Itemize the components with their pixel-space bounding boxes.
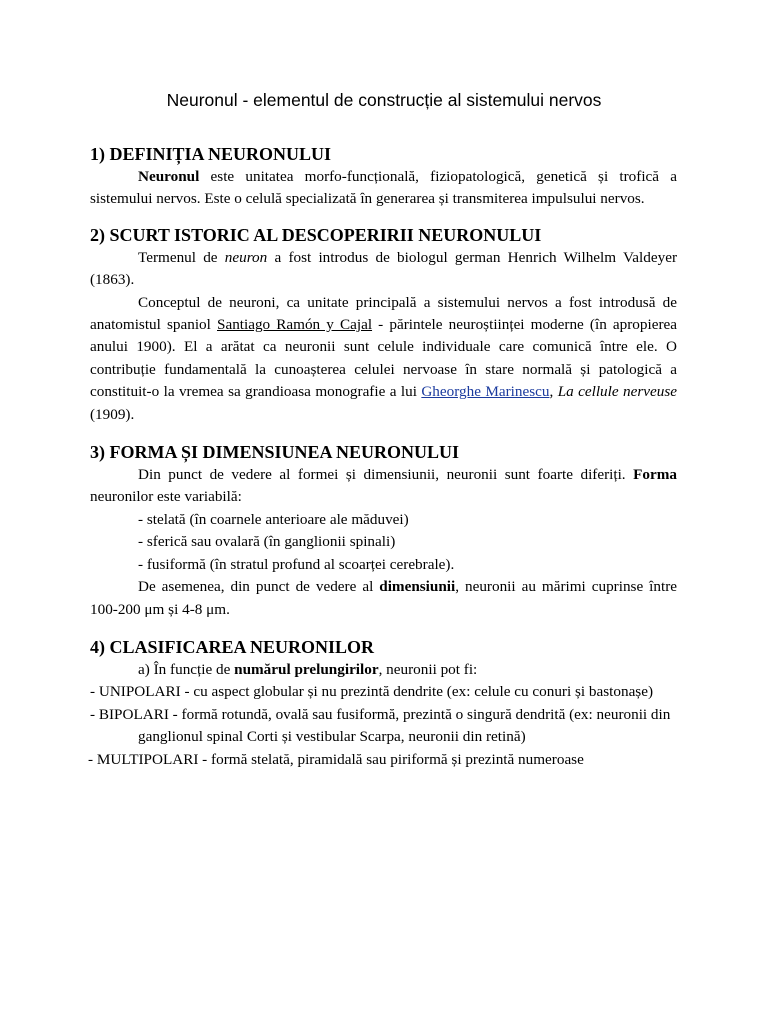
page-title: Neuronul - elementul de construcție al sistemului nervos: [166, 90, 602, 110]
section-heading-definition: 1) DEFINIȚIA NEURONULUI: [90, 144, 332, 164]
list-item-bipolari: - BIPOLARI - formă rotundă, ovală sau fusiformă, prezintă o singură dendrită (ex: neuronii din ganglionul spinal Corti și vestibular Scarpa, neuronii din retină): [90, 705, 671, 746]
subheading-prelungiri: a) În funcție de numărul prelungirilor, neuronii pot fi:: [138, 660, 478, 678]
list-item: - sferică sau ovalară (în ganglionii spinali): [138, 533, 396, 551]
paragraph-dimension: De asemenea, din punct de vedere al dimensiunii, neuronii au mărimi cuprinse între 100-200 μm și 4-8 μm.: [90, 578, 677, 618]
list-item-unipolari: - UNIPOLARI - cu aspect globular și nu prezintă dendrite (ex: celule cu conuri și bastonașe): [90, 683, 654, 701]
section-heading-shape: 3) FORMA ȘI DIMENSIUNEA NEURONULUI: [90, 442, 460, 463]
term-neuronul: Neuronul: [138, 168, 200, 185]
document-body: [90, 142, 677, 771]
list-item: - fusiformă (în stratul profund al scoarței cerebrale).: [138, 555, 455, 573]
paragraph-history-1: Termenul de neuron a fost introdus de biologul german Henrich Wilhelm Valdeyer (1863).: [90, 248, 677, 289]
paragraph-history-2: Conceptul de neuroni, ca unitate principală a sistemului nervos a fost introdusă de anatomistul spaniol Santiago Ramón y Cajal - părintele neuroștiinței moderne (în apropierea anului 1900). El a arătat ca neuronii sunt celule individuale care comunică între ele. O contribuție fundamentală la cunoașterea celulei nervoase în stare normală și patologică a constituit-o la vremea sa grandioasa monografie a lui Gheorghe Marinescu, La cellule nerveuse (1909).: [90, 293, 677, 423]
paragraph-definition: Neuronul este unitatea morfo-funcțională, fiziopatologică, genetică și trofică a sistemului nervos. Este o celulă specializată în generarea și transmiterea impulsului nervos.: [90, 168, 677, 208]
list-item-multipolari: - MULTIPOLARI - formă stelată, piramidală sau piriformă și prezintă numeroase: [88, 750, 584, 768]
section-heading-history: 2) SCURT ISTORIC AL DESCOPERIRII NEURONULUI: [90, 224, 542, 245]
list-item: - stelată (în coarnele anterioare ale măduvei): [138, 510, 409, 528]
name-cajal: Santiago Ramón y Cajal: [217, 316, 373, 334]
section-heading-classification: 4) CLASIFICAREA NEURONILOR: [90, 636, 375, 657]
link-marinescu[interactable]: Gheorghe Marinescu: [421, 383, 550, 401]
paragraph-shape: Din punct de vedere al formei și dimensiunii, neuronii sunt foarte diferiți. Forma neuronilor este variabilă:: [90, 466, 677, 506]
